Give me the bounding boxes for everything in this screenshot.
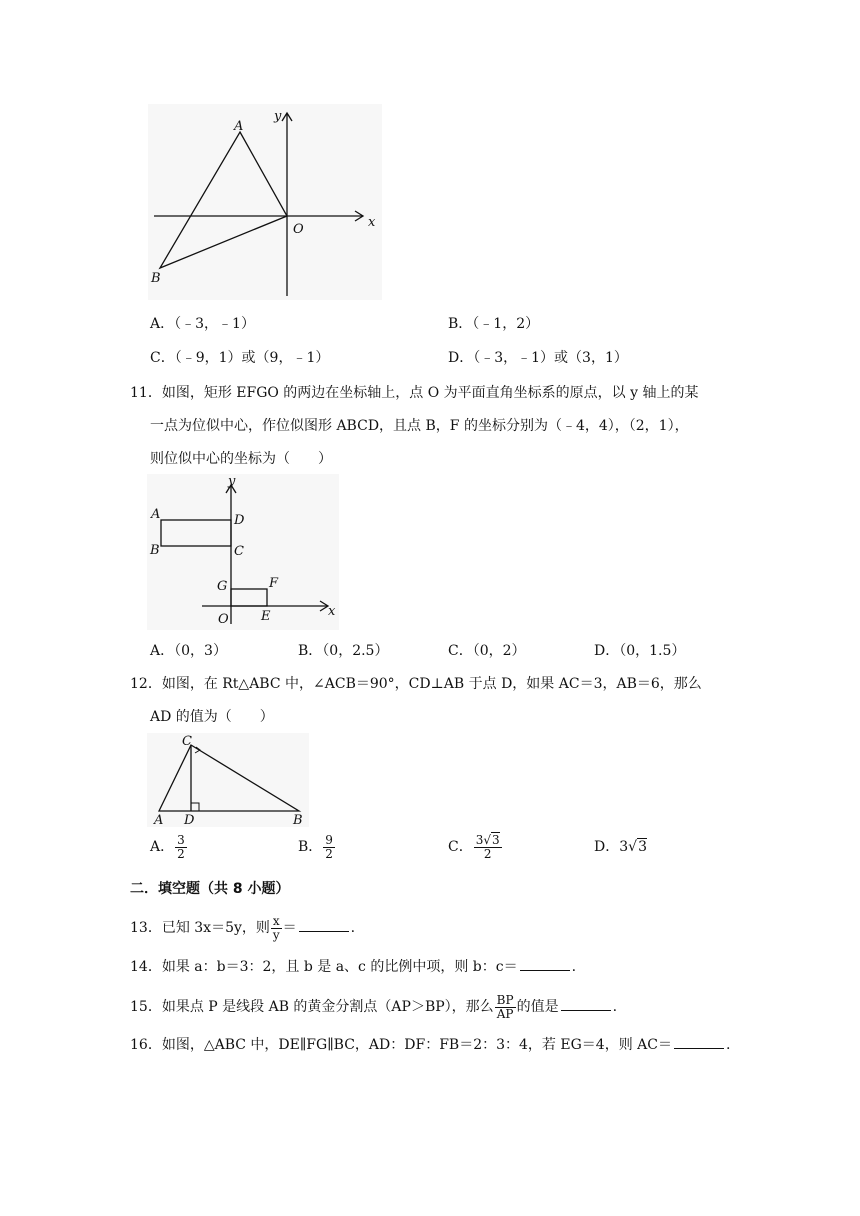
q10-option-c: C．（﹣9，1）或（9，﹣1） bbox=[150, 350, 330, 366]
right-angle-d bbox=[191, 803, 199, 811]
q16: 16．如图，△ABC 中，DE∥FG∥BC，AD：DF：FB＝2：3：4，若 EG＝4，则 AC＝ . bbox=[130, 1034, 730, 1055]
label-e: E bbox=[261, 609, 271, 624]
label-d: D bbox=[234, 513, 245, 528]
label-a: A bbox=[154, 813, 164, 827]
q15: 15．如果点 P 是线段 AB 的黄金分割点（AP＞BP），那么 $\frac{BP}{AP}$ 的值是 . bbox=[130, 992, 618, 1021]
label-f: F bbox=[269, 576, 279, 591]
q10-figure bbox=[148, 104, 382, 300]
q13: 13．已知 3x＝5y，则 $\frac{x}{y}$ ＝ . bbox=[130, 913, 356, 942]
q10-option-a: A．（﹣3，﹣1） bbox=[150, 316, 255, 332]
answer-blank bbox=[561, 996, 611, 1011]
triangle-oab bbox=[160, 132, 287, 268]
q12-option-d: D．3√3 bbox=[594, 839, 647, 855]
q14: 14．如果 a：b＝3：2，且 b 是 a、c 的比例中项，则 b：c＝ . bbox=[130, 956, 576, 977]
q12-line-2: AD 的值为（ ） bbox=[150, 709, 274, 725]
q11-option-d: D．（0，1.5） bbox=[594, 643, 686, 659]
q12-option-a: A． $\frac{3}{2}$ bbox=[150, 832, 185, 861]
rectangle-efgo bbox=[231, 589, 267, 606]
q10-option-d: D．（﹣3，﹣1）或（3，1） bbox=[448, 350, 628, 366]
triangle-abc bbox=[159, 745, 299, 811]
label-c: C bbox=[234, 544, 244, 559]
q11-line-3: 则位似中心的坐标为（ ） bbox=[150, 451, 332, 467]
q11-option-b: B．（0，2.5） bbox=[298, 643, 389, 659]
label-d: D bbox=[184, 813, 195, 827]
q11-figure-svg bbox=[147, 474, 339, 630]
label-o: O bbox=[293, 222, 304, 237]
label-x: x bbox=[368, 215, 376, 230]
q10-option-b: B．（﹣1，2） bbox=[448, 316, 540, 332]
answer-blank bbox=[299, 917, 349, 932]
q11-line-1: 11．如图，矩形 EFGO 的两边在坐标轴上，点 O 为平面直角坐标系的原点，以 y 轴上的某 bbox=[130, 385, 699, 401]
label-a: A bbox=[151, 507, 161, 522]
label-b: B bbox=[150, 543, 160, 558]
answer-blank bbox=[674, 1034, 724, 1049]
fraction: $\frac{3√3}{2}$ bbox=[475, 832, 500, 861]
q12-line-1: 12．如图，在 Rt△ABC 中，∠ACB＝90°，CD⊥AB 于点 D，如果 AC＝3，AB＝6，那么 bbox=[130, 676, 702, 692]
label-y: y bbox=[228, 474, 236, 489]
rectangle-abcd bbox=[161, 520, 231, 546]
label-c: C bbox=[182, 734, 192, 749]
q12-figure-svg bbox=[147, 733, 309, 827]
q11-option-c: C．（0，2） bbox=[448, 643, 526, 659]
q12-figure bbox=[147, 733, 309, 827]
label-b: B bbox=[293, 813, 303, 827]
q11-option-a: A．（0，3） bbox=[150, 643, 227, 659]
q11-line-2: 一点为位似中心，作位似图形 ABCD，且点 B，F 的坐标分别为（﹣4，4），（2，1）， bbox=[150, 418, 689, 434]
label-g: G bbox=[217, 579, 228, 594]
fraction: $\frac{x}{y}$ bbox=[272, 913, 280, 942]
label-y: y bbox=[274, 109, 282, 124]
fraction: $\frac{BP}{AP}$ bbox=[496, 992, 514, 1021]
q12-option-c: C． $\frac{3√3}{2}$ bbox=[448, 832, 500, 861]
label-b: B bbox=[151, 271, 161, 286]
fraction: $\frac{3}{2}$ bbox=[177, 832, 185, 861]
label-x: x bbox=[328, 604, 336, 619]
q10-figure-svg bbox=[148, 104, 382, 300]
label-o: O bbox=[218, 612, 229, 627]
fraction: $\frac{9}{2}$ bbox=[325, 832, 333, 861]
q11-figure bbox=[147, 474, 339, 630]
answer-blank bbox=[520, 956, 570, 971]
label-a: A bbox=[234, 119, 244, 134]
q12-option-b: B． $\frac{9}{2}$ bbox=[298, 832, 333, 861]
section-title: 二．填空题（共 8 小题） bbox=[130, 881, 290, 897]
